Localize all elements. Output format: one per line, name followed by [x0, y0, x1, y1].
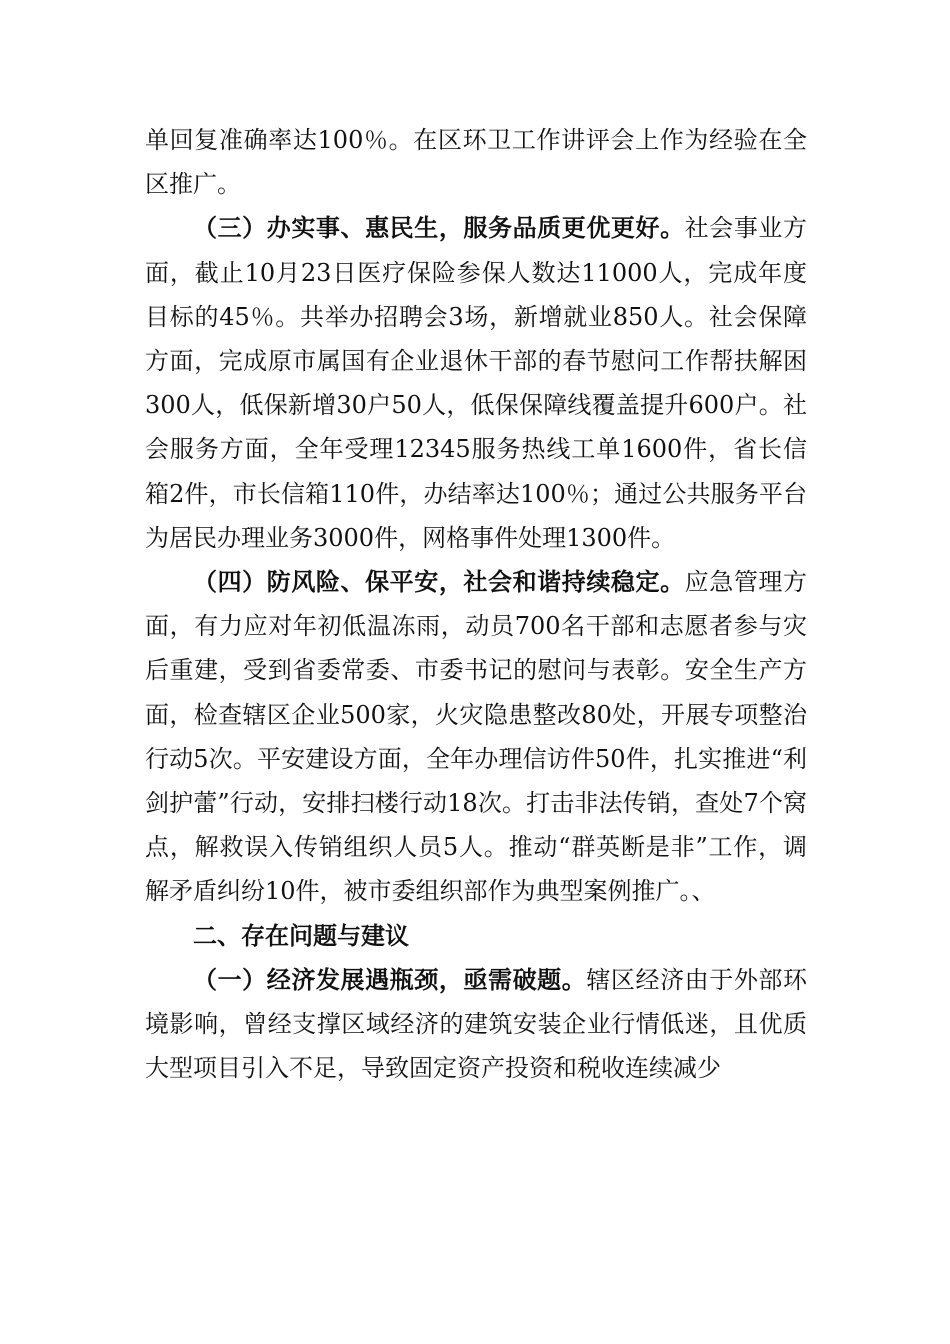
paragraph-risk-prevention — [145, 560, 807, 914]
paragraph-body: 应急管理方面，有力应对年初低温冻雨，动员700名干部和志愿者参与灾后重建，受到省委常委、市委书记的慰问与表彰。安全生产方面，检查辖区企业500家，火灾隐患整改80处，开展专项整治行动5次。平安建设方面，全年办理信访件50件，扎实推进“利剑护蕾”行动，安排扫楼行动18次。打击非法传销，查处7个窝点，解救误入传销组织人员5人。推动“群英断是非”工作，调解矛盾纠纷10件，被市委组织部作为典型案例推广。、 — [145, 568, 808, 906]
paragraph-lead: （四）防风险、保平安，社会和谐持续稳定。 — [193, 567, 685, 597]
paragraph-body: 辖区经济由于外部环境影响，曾经支撑区域经济的建筑安装企业行情低迷，且优质大型项目引入不足，导致固定资产投资和税收连续减少 — [145, 965, 808, 1083]
paragraph-economy — [145, 958, 807, 1091]
paragraph-body: 社会事业方面，截止10月23日医疗保险参保人数达11000人，完成年度目标的45％。共举办招聘会3场，新增就业850人。社会保障方面，完成原市属国有企业退休干部的春节慰问工作帮扶解困300人，低保新增30户50人，低保保障线覆盖提升600户。社会服务方面，全年受理12345服务热线工单1600件，省长信箱2件，市长信箱110件，办结率达100％；通过公共服务平台为居民办理业务3000件，网格事件处理1300件。 — [145, 214, 808, 552]
paragraph-lead: （一）经济发展遇瓶颈，亟需破题。 — [193, 964, 587, 994]
document-body — [145, 118, 807, 1090]
paragraph-continuation: 单回复准确率达100％。在区环卫工作讲评会上作为经验在全区推广。 — [145, 126, 807, 199]
section-heading: 二、存在问题与建议 — [193, 921, 409, 950]
paragraph-lead: （三）办实事、惠民生，服务品质更优更好。 — [193, 213, 685, 243]
paragraph-service-quality — [145, 206, 807, 560]
